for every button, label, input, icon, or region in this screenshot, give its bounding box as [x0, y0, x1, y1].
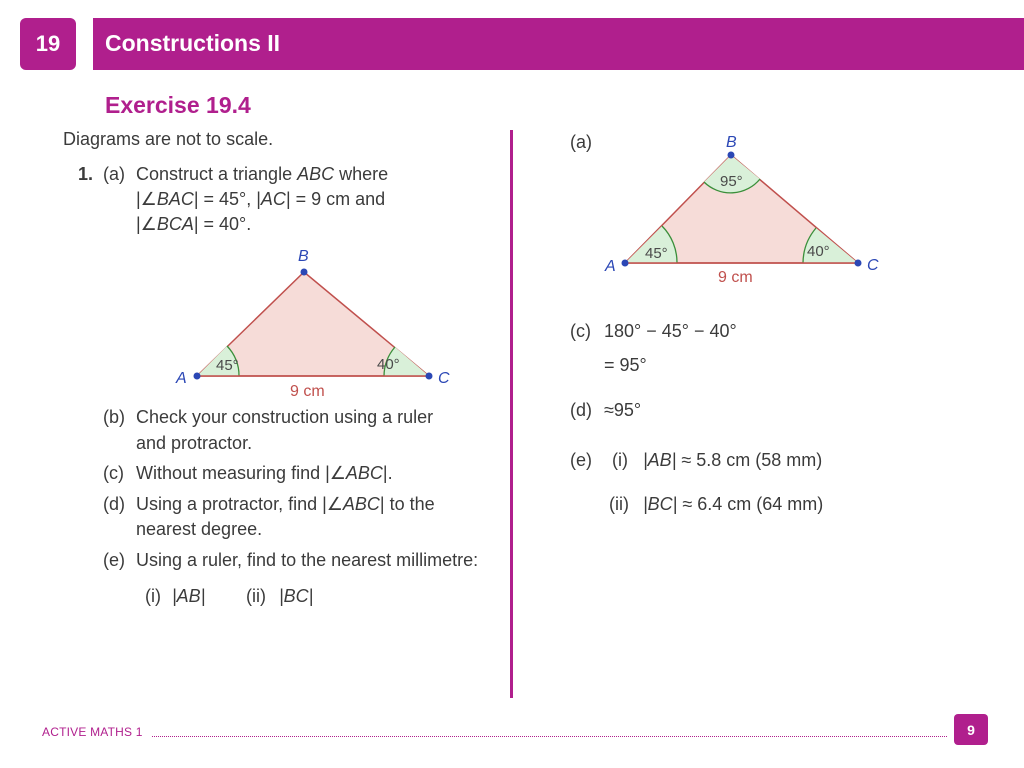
var-bac: BAC [156, 189, 194, 209]
answer-e-ii-label: (ii) [609, 494, 629, 514]
part-e-i-label: (i) [145, 586, 161, 606]
part-a-line-1-text: Construct a triangle [136, 164, 298, 184]
part-a-line-2-mid: | = 45°, | [193, 189, 261, 209]
var-abc: ABC [297, 164, 335, 184]
side-ac-label: 9 cm [290, 383, 325, 400]
angle-c-label: 40° [377, 356, 400, 373]
answer-triangle-diagram [598, 128, 898, 288]
part-e-label: (e) [103, 550, 125, 570]
part-a-line-3 [136, 214, 251, 235]
answer-e-label: (e) [570, 450, 592, 470]
part-a-line-1-tail: where [334, 164, 389, 184]
answer-e-ii-var: |BC| [643, 494, 678, 514]
var-bca: BCA [156, 214, 194, 234]
answer-angle-c-label: 40° [807, 243, 830, 260]
part-d-var: ABC [342, 494, 380, 514]
footer-dotted-rule [152, 736, 947, 737]
vertex-b-point [301, 269, 308, 276]
answer-angle-a-label: 45° [645, 245, 668, 262]
vertex-c-point [426, 373, 433, 380]
answer-e-i-label: (i) [612, 450, 628, 470]
diagram-note: Diagrams are not to scale. [63, 129, 274, 149]
part-d-pre: Using a protractor, find |∠ [136, 494, 343, 514]
vertex-a-label: A [176, 370, 187, 387]
answer-e-i-value: ≈ 5.8 cm (58 mm) [676, 450, 823, 470]
answer-vertex-b-label: B [726, 134, 737, 151]
part-c-label: (c) [103, 463, 124, 483]
answer-a-label: (a) [570, 132, 592, 152]
part-b-line-1: Check your construction using a ruler [136, 407, 434, 427]
footer-book-title: ACTIVE MATHS 1 [42, 725, 143, 739]
answer-e-ii-value: ≈ 6.4 cm (64 mm) [677, 494, 824, 514]
answer-vertex-c-label: C [867, 257, 879, 274]
part-a-line-2-pre: |∠ [136, 189, 157, 209]
answer-c-label: (c) [570, 321, 591, 341]
column-divider [510, 130, 513, 698]
part-a-line-1 [136, 164, 388, 185]
vertex-b-label: B [298, 248, 309, 265]
part-d-line-1 [136, 494, 435, 515]
chapter-number-badge: 19 [20, 18, 76, 70]
part-c-var: ABC [345, 463, 383, 483]
answer-e-i [643, 450, 822, 471]
part-a-line-2 [136, 189, 385, 210]
part-c-text [136, 463, 393, 484]
answer-angle-b-label: 95° [720, 173, 743, 190]
chapter-title: Constructions II [105, 30, 281, 56]
question-triangle-diagram [170, 240, 460, 410]
part-e-i-var: |AB| [172, 586, 206, 606]
part-a-line-2-tail: | = 9 cm and [285, 189, 386, 209]
part-b-label: (b) [103, 407, 125, 427]
part-e-ii-var: |BC| [279, 586, 314, 606]
answer-e-i-var: |AB| [643, 450, 677, 470]
answer-vertex-a-point [622, 260, 629, 267]
question-number: 1. [78, 164, 94, 184]
part-e-text: Using a ruler, find to the nearest millimetre: [136, 550, 479, 570]
vertex-a-point [194, 373, 201, 380]
vertex-c-label: C [438, 370, 450, 387]
part-c-pre: Without measuring find |∠ [136, 463, 346, 483]
answer-vertex-c-point [855, 260, 862, 267]
var-ac: AC [260, 189, 286, 209]
answer-side-ac-label: 9 cm [718, 269, 753, 286]
part-c-tail: |. [382, 463, 393, 483]
part-e-ii-label: (ii) [246, 586, 266, 606]
answer-vertex-b-point [728, 152, 735, 159]
part-a-label: (a) [103, 164, 125, 184]
exercise-title: Exercise 19.4 [105, 92, 251, 118]
part-d-tail: | to the [379, 494, 435, 514]
part-b-line-2: and protractor. [136, 433, 253, 453]
part-d-line-2: nearest degree. [136, 519, 263, 539]
part-a-line-3-pre: |∠ [136, 214, 157, 234]
answer-c-line-2: = 95° [604, 355, 647, 375]
answer-d-label: (d) [570, 400, 592, 420]
part-a-line-3-tail: | = 40°. [193, 214, 252, 234]
answer-e-ii [643, 494, 823, 515]
header-connector [76, 43, 93, 45]
angle-a-label: 45° [216, 357, 239, 374]
answer-c-line-1: 180° − 45° − 40° [604, 321, 737, 341]
answer-vertex-a-label: A [605, 258, 616, 275]
part-d-label: (d) [103, 494, 125, 514]
page-number-badge: 9 [954, 714, 988, 745]
answer-d-value: ≈95° [604, 400, 642, 420]
